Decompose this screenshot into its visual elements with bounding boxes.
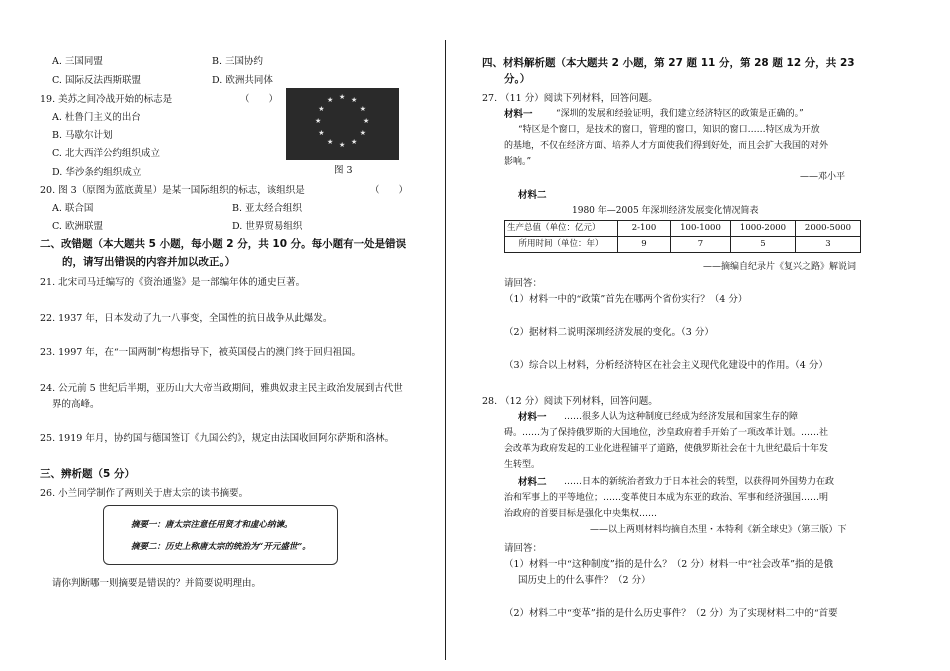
- q20-option-c: C. 欧洲联盟: [52, 221, 103, 232]
- q23: 23. 1997 年，在“一国两制”构想指导下，被英国侵占的澳门终于回归祖国。: [40, 347, 362, 358]
- q28-material1-line1: ……很多人认为这种制度已经成为经济发展和国家生存的障: [564, 412, 799, 422]
- table-cell: 1000-2000: [731, 221, 796, 237]
- q27-material2-label: 材料二: [518, 190, 547, 201]
- q19-option-b: B. 马歇尔计划: [52, 130, 113, 141]
- section4-title-line1: 四、材料解析题（本大题共 2 小题，第 27 题 11 分，第 28 题 12 分，共 23: [482, 57, 855, 69]
- q26-ask: 请你判断哪一则摘要是错误的？并简要说明理由。: [52, 578, 262, 589]
- q27-sub1: （1）材料一中的“政策”首先在哪两个省份实行？（4 分）: [504, 294, 748, 305]
- table-cell: 2-100: [618, 221, 671, 237]
- star-icon: ★: [351, 137, 358, 146]
- star-icon: ★: [339, 93, 346, 101]
- q27-material1-line4: 影响。”: [504, 157, 532, 167]
- table-row: [505, 221, 861, 237]
- q28-material2-line2: 治和军事上的平等地位；……变革使日本成为东亚的政治、军事和经济强国……明: [504, 493, 829, 503]
- q28-material1-line3: 会改革为政府发起的工业化进程铺平了道路，使俄罗斯社会在十九世纪最后十年发: [504, 444, 829, 454]
- q27-material1-line3: 的基地，不仅在经济方面、培养人才方面使我们得到好处，而且会扩大我国的对外: [504, 141, 829, 151]
- section2-title-line1: 二、改错题（本大题共 5 小题，每小题 2 分，共 10 分。每小题有一处是错误: [40, 238, 407, 250]
- table-cell: 100-1000: [671, 221, 731, 237]
- table-title: 1980 年—2005 年深圳经济发展变化情况简表: [572, 206, 759, 216]
- q18-option-b: B. 三国协约: [212, 56, 264, 67]
- section3-title: 三、辨析题（5 分）: [40, 468, 135, 480]
- table-cell: 7: [671, 237, 731, 253]
- table-cell: 2000-5000: [796, 221, 861, 237]
- table-row1-label: 生产总值（单位：亿元）: [505, 221, 618, 237]
- star-icon: ★: [359, 129, 367, 137]
- q22: 22. 1937 年，日本发动了九一八事变，全国性的抗日战争从此爆发。: [40, 313, 333, 324]
- q19-option-a: A. 杜鲁门主义的出台: [52, 112, 141, 123]
- q25: 25. 1919 年月，协约国与德国签订《九国公约》，规定由法国收回阿尔萨斯和洛林。: [40, 433, 395, 444]
- note-2: 摘要二：历史上称唐太宗的统治为“开元盛世”。: [131, 542, 311, 552]
- section4-title-line2: 分。）: [504, 73, 531, 85]
- q18-option-a: A. 三国同盟: [52, 56, 103, 67]
- star-icon: ★: [351, 96, 358, 105]
- q19-paren: （ ）: [240, 94, 279, 105]
- q27-sub3: （3）综合以上材料，分析经济特区在社会主义现代化建设中的作用。（4 分）: [504, 360, 828, 371]
- q28-material1-line4: 生转型。: [504, 460, 541, 470]
- q28-sub1-line2: 国历史上的什么事件？（2 分）: [518, 575, 651, 586]
- shenzhen-economy-table: [504, 220, 861, 253]
- star-icon: ★: [315, 117, 322, 125]
- q27-ask: 请回答：: [504, 278, 543, 289]
- q27-material1-line2: “特区是个窗口，是技术的窗口，管理的窗口，知识的窗口……特区成为开放: [518, 125, 820, 135]
- star-icon: ★: [318, 129, 325, 137]
- table-cell: 3: [796, 237, 861, 253]
- q28-material2-label: 材料二: [518, 477, 547, 488]
- star-icon: ★: [327, 137, 334, 146]
- q28-material2-line1: ……日本的新统治者致力于日本社会的转型，以获得同外国势力在政: [564, 477, 835, 487]
- section2-title-line2: 的，请写出错误的内容并加以改正。）: [62, 256, 236, 268]
- q19-option-c: C. 北大西洋公约组织成立: [52, 148, 160, 159]
- q20-option-b: B. 亚太经合组织: [232, 203, 303, 214]
- figure-caption: 图 3: [334, 165, 353, 176]
- star-icon: ★: [363, 117, 370, 125]
- q19-stem: 19. 美苏之间冷战开始的标志是: [40, 94, 173, 105]
- q28-material1-line2: 碍。……为了保持俄罗斯的大国地位，沙皇政府着手开始了一项改革计划。……社: [504, 428, 829, 438]
- q28-source: ——以上两则材料均摘自杰里・本特利《新全球史》（第三版）下: [590, 525, 847, 535]
- q28-sub2: （2）材料二中“变革”指的是什么历史事件？（2 分）为了实现材料二中的“首要: [504, 608, 838, 619]
- q26: 26. 小兰同学制作了两则关于唐太宗的读书摘要。: [40, 488, 249, 499]
- q24-line2: 界的高峰。: [52, 399, 100, 410]
- q18-option-d: D. 欧洲共同体: [212, 75, 273, 86]
- q24-line1: 24. 公元前 5 世纪后半期，亚历山大大帝当政期间，雅典奴隶主民主政治发展到古代世: [40, 383, 403, 394]
- star-icon: ★: [339, 141, 346, 149]
- note-1: 摘要一：唐太宗注意任用贤才和虚心纳谏。: [131, 520, 293, 530]
- eu-flag-figure: [286, 88, 399, 160]
- table-cell: 9: [618, 237, 671, 253]
- q19-option-d: D. 华沙条约组织成立: [52, 167, 142, 178]
- q28-material2-line3: 治政府的首要目标是强化中央集权……: [504, 509, 658, 519]
- q21: 21. 北宋司马迁编写的《资治通鉴》是一部编年体的通史巨著。: [40, 277, 306, 288]
- table-source: ——摘编自纪录片《复兴之路》解说词: [703, 262, 857, 272]
- q28-head: 28. （12 分）阅读下列材料，回答问题。: [482, 396, 658, 407]
- q20-option-d: D. 世界贸易组织: [232, 221, 303, 232]
- q28-ask: 请回答：: [504, 543, 543, 554]
- star-icon: ★: [359, 105, 367, 113]
- q20-option-a: A. 联合国: [52, 203, 94, 214]
- column-divider: [445, 40, 446, 660]
- q18-option-c: C. 国际反法西斯联盟: [52, 75, 141, 86]
- q27-material1-source: ——邓小平: [800, 172, 846, 182]
- q27-material1-label: 材料一: [504, 109, 533, 120]
- q28-sub1-line1: （1）材料一中“这种制度”指的是什么？（2 分）材料一中“社会改革”指的是俄: [504, 559, 834, 570]
- table-row2-label: 所用时间（单位：年）: [505, 237, 618, 253]
- q27-head: 27. （11 分）阅读下列材料，回答问题。: [482, 93, 658, 104]
- q27-sub2: （2）据材料二说明深圳经济发展的变化。（3 分）: [504, 327, 714, 338]
- q20-stem: 20. 图 3（原图为蓝底黄星）是某一国际组织的标志，该组织是: [40, 185, 305, 196]
- star-icon: ★: [327, 96, 334, 105]
- reading-notes-box: [103, 505, 338, 565]
- q20-paren: （ ）: [370, 185, 409, 196]
- table-cell: 5: [731, 237, 796, 253]
- star-icon: ★: [318, 105, 325, 113]
- q27-material1-line1: “深圳的发展和经验证明，我们建立经济特区的政策是正确的。”: [556, 109, 804, 119]
- table-row: [505, 237, 861, 253]
- q28-material1-label: 材料一: [518, 412, 547, 423]
